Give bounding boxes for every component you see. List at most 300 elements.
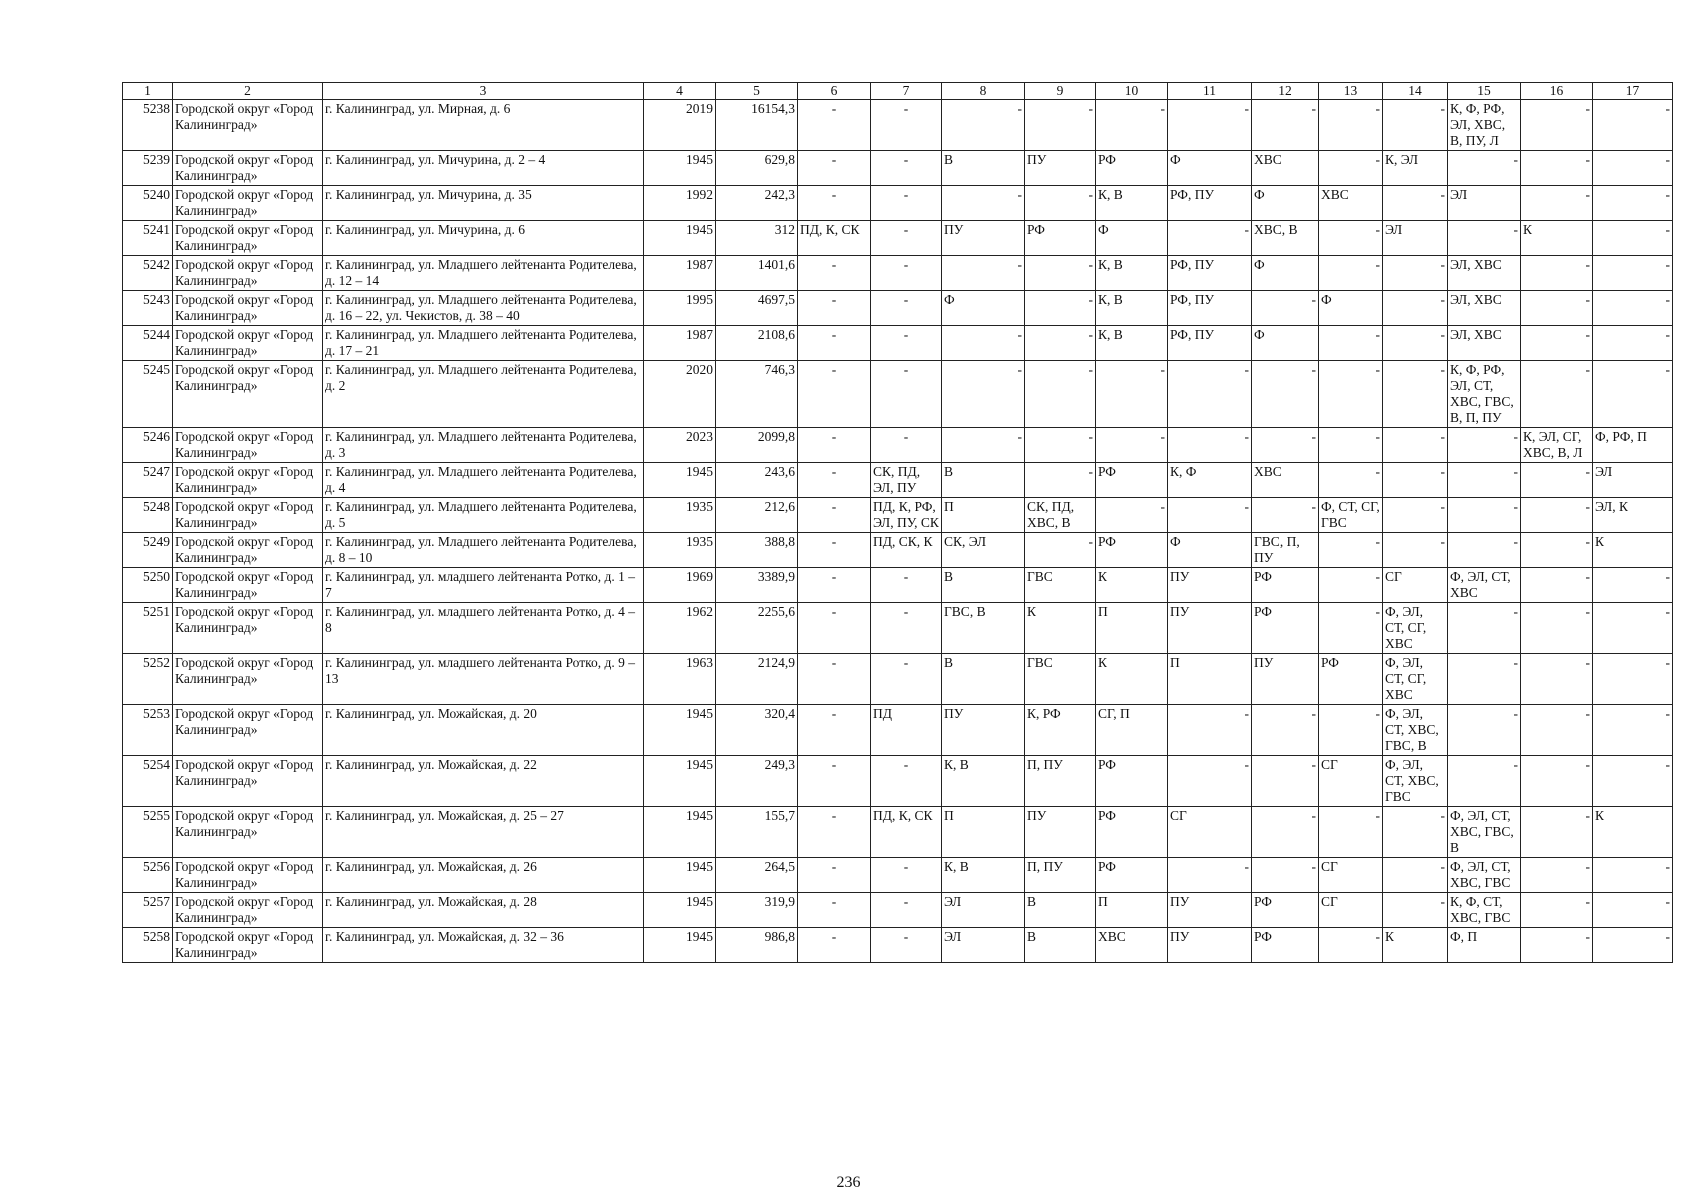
cell-col-5: 1401,6: [716, 256, 798, 291]
table-row: [123, 256, 1673, 291]
cell-col-2: Городской округ «Город Калининград»: [173, 756, 323, 807]
cell-col-4: 1935: [644, 498, 716, 533]
cell-col-1: 5245: [123, 361, 173, 428]
cell-col-13: -: [1319, 151, 1383, 186]
cell-col-3: г. Калининград, ул. Младшего лейтенанта Родителева, д. 17 – 21: [323, 326, 644, 361]
cell-col-17: -: [1593, 326, 1673, 361]
table-row: [123, 893, 1673, 928]
cell-col-1: 5258: [123, 928, 173, 963]
cell-col-10: П: [1096, 603, 1168, 654]
cell-col-15: -: [1448, 756, 1521, 807]
cell-col-4: 1945: [644, 221, 716, 256]
cell-col-10: К, В: [1096, 291, 1168, 326]
cell-col-7: -: [871, 654, 942, 705]
cell-col-9: -: [1025, 186, 1096, 221]
cell-col-6: -: [798, 705, 871, 756]
cell-col-7: ПД, К, РФ, ЭЛ, ПУ, СК: [871, 498, 942, 533]
cell-col-6: -: [798, 893, 871, 928]
cell-col-17: -: [1593, 151, 1673, 186]
cell-col-4: 1962: [644, 603, 716, 654]
cell-col-17: -: [1593, 291, 1673, 326]
cell-col-8: ПУ: [942, 221, 1025, 256]
cell-col-16: -: [1521, 807, 1593, 858]
cell-col-1: 5246: [123, 428, 173, 463]
cell-col-4: 1945: [644, 858, 716, 893]
table-row: [123, 151, 1673, 186]
cell-col-17: -: [1593, 568, 1673, 603]
cell-col-3: г. Калининград, ул. младшего лейтенанта Ротко, д. 9 – 13: [323, 654, 644, 705]
table-row: [123, 186, 1673, 221]
cell-col-9: -: [1025, 463, 1096, 498]
cell-col-2: Городской округ «Город Калининград»: [173, 858, 323, 893]
cell-col-14: -: [1383, 498, 1448, 533]
cell-col-10: К: [1096, 568, 1168, 603]
cell-col-8: В: [942, 463, 1025, 498]
cell-col-6: -: [798, 463, 871, 498]
cell-col-15: -: [1448, 603, 1521, 654]
column-header-14: 14: [1383, 83, 1448, 100]
cell-col-4: 1945: [644, 463, 716, 498]
cell-col-7: -: [871, 893, 942, 928]
cell-col-1: 5247: [123, 463, 173, 498]
cell-col-7: -: [871, 603, 942, 654]
cell-col-2: Городской округ «Город Калининград»: [173, 291, 323, 326]
cell-col-15: ЭЛ, ХВС: [1448, 291, 1521, 326]
cell-col-9: ГВС: [1025, 654, 1096, 705]
cell-col-13: СГ: [1319, 858, 1383, 893]
cell-col-16: -: [1521, 291, 1593, 326]
cell-col-6: -: [798, 603, 871, 654]
cell-col-16: -: [1521, 100, 1593, 151]
cell-col-12: ХВС: [1252, 151, 1319, 186]
table-row: [123, 603, 1673, 654]
cell-col-2: Городской округ «Город Калининград»: [173, 221, 323, 256]
cell-col-10: РФ: [1096, 151, 1168, 186]
cell-col-5: 629,8: [716, 151, 798, 186]
cell-col-14: -: [1383, 893, 1448, 928]
cell-col-1: 5249: [123, 533, 173, 568]
cell-col-13: СГ: [1319, 756, 1383, 807]
table-row: [123, 756, 1673, 807]
cell-col-1: 5256: [123, 858, 173, 893]
cell-col-13: Ф: [1319, 291, 1383, 326]
column-header-6: 6: [798, 83, 871, 100]
table-row: [123, 807, 1673, 858]
cell-col-9: ПУ: [1025, 151, 1096, 186]
cell-col-14: -: [1383, 291, 1448, 326]
cell-col-10: ХВС: [1096, 928, 1168, 963]
cell-col-5: 312: [716, 221, 798, 256]
cell-col-9: П, ПУ: [1025, 858, 1096, 893]
cell-col-8: -: [942, 361, 1025, 428]
cell-col-11: К, Ф: [1168, 463, 1252, 498]
cell-col-5: 2099,8: [716, 428, 798, 463]
column-header-15: 15: [1448, 83, 1521, 100]
cell-col-16: -: [1521, 463, 1593, 498]
cell-col-2: Городской округ «Город Калининград»: [173, 326, 323, 361]
cell-col-7: -: [871, 221, 942, 256]
cell-col-7: -: [871, 756, 942, 807]
cell-col-5: 320,4: [716, 705, 798, 756]
cell-col-6: -: [798, 498, 871, 533]
cell-col-10: РФ: [1096, 756, 1168, 807]
cell-col-9: -: [1025, 533, 1096, 568]
cell-col-12: -: [1252, 858, 1319, 893]
table-row: [123, 428, 1673, 463]
cell-col-17: ЭЛ: [1593, 463, 1673, 498]
cell-col-13: -: [1319, 568, 1383, 603]
cell-col-11: -: [1168, 858, 1252, 893]
cell-col-15: -: [1448, 498, 1521, 533]
cell-col-7: -: [871, 326, 942, 361]
table-row: [123, 654, 1673, 705]
cell-col-2: Городской округ «Город Калининград»: [173, 928, 323, 963]
cell-col-5: 242,3: [716, 186, 798, 221]
cell-col-14: ЭЛ: [1383, 221, 1448, 256]
cell-col-6: -: [798, 654, 871, 705]
cell-col-13: СГ: [1319, 893, 1383, 928]
cell-col-13: ХВС: [1319, 186, 1383, 221]
cell-col-10: К, В: [1096, 256, 1168, 291]
cell-col-10: -: [1096, 428, 1168, 463]
cell-col-14: К: [1383, 928, 1448, 963]
cell-col-8: -: [942, 256, 1025, 291]
cell-col-2: Городской округ «Город Калининград»: [173, 568, 323, 603]
cell-col-17: ЭЛ, К: [1593, 498, 1673, 533]
cell-col-10: Ф: [1096, 221, 1168, 256]
cell-col-8: СК, ЭЛ: [942, 533, 1025, 568]
cell-col-9: В: [1025, 893, 1096, 928]
column-header-7: 7: [871, 83, 942, 100]
cell-col-2: Городской округ «Город Калининград»: [173, 186, 323, 221]
cell-col-7: -: [871, 928, 942, 963]
cell-col-5: 16154,3: [716, 100, 798, 151]
column-header-9: 9: [1025, 83, 1096, 100]
cell-col-2: Городской округ «Город Калининград»: [173, 361, 323, 428]
cell-col-2: Городской округ «Город Калининград»: [173, 498, 323, 533]
cell-col-3: г. Калининград, ул. младшего лейтенанта Ротко, д. 4 – 8: [323, 603, 644, 654]
cell-col-7: -: [871, 361, 942, 428]
cell-col-3: г. Калининград, ул. Мичурина, д. 35: [323, 186, 644, 221]
cell-col-4: 1945: [644, 151, 716, 186]
cell-col-1: 5253: [123, 705, 173, 756]
cell-col-13: -: [1319, 326, 1383, 361]
cell-col-13: -: [1319, 221, 1383, 256]
cell-col-6: -: [798, 807, 871, 858]
cell-col-5: 2108,6: [716, 326, 798, 361]
cell-col-4: 1963: [644, 654, 716, 705]
cell-col-11: РФ, ПУ: [1168, 256, 1252, 291]
table-row: [123, 858, 1673, 893]
cell-col-16: -: [1521, 533, 1593, 568]
cell-col-10: К, В: [1096, 326, 1168, 361]
cell-col-8: В: [942, 654, 1025, 705]
cell-col-12: ПУ: [1252, 654, 1319, 705]
cell-col-14: -: [1383, 807, 1448, 858]
cell-col-11: РФ, ПУ: [1168, 326, 1252, 361]
cell-col-8: В: [942, 151, 1025, 186]
cell-col-12: РФ: [1252, 928, 1319, 963]
cell-col-1: 5250: [123, 568, 173, 603]
cell-col-7: ПД, К, СК: [871, 807, 942, 858]
cell-col-5: 319,9: [716, 893, 798, 928]
cell-col-7: -: [871, 568, 942, 603]
cell-col-3: г. Калининград, ул. Младшего лейтенанта Родителева, д. 12 – 14: [323, 256, 644, 291]
cell-col-3: г. Калининград, ул. Можайская, д. 20: [323, 705, 644, 756]
column-header-5: 5: [716, 83, 798, 100]
column-header-12: 12: [1252, 83, 1319, 100]
cell-col-16: -: [1521, 893, 1593, 928]
cell-col-15: К, Ф, РФ, ЭЛ, ХВС, В, ПУ, Л: [1448, 100, 1521, 151]
cell-col-13: -: [1319, 100, 1383, 151]
cell-col-12: Ф: [1252, 326, 1319, 361]
table-row: [123, 463, 1673, 498]
cell-col-17: -: [1593, 654, 1673, 705]
cell-col-15: -: [1448, 221, 1521, 256]
cell-col-15: -: [1448, 428, 1521, 463]
cell-col-5: 2255,6: [716, 603, 798, 654]
table-row: [123, 568, 1673, 603]
cell-col-16: -: [1521, 603, 1593, 654]
cell-col-11: ПУ: [1168, 603, 1252, 654]
cell-col-14: -: [1383, 428, 1448, 463]
cell-col-9: ПУ: [1025, 807, 1096, 858]
cell-col-3: г. Калининград, ул. Можайская, д. 26: [323, 858, 644, 893]
cell-col-15: Ф, П: [1448, 928, 1521, 963]
cell-col-2: Городской округ «Город Калининград»: [173, 100, 323, 151]
cell-col-1: 5257: [123, 893, 173, 928]
cell-col-11: ПУ: [1168, 568, 1252, 603]
cell-col-14: -: [1383, 100, 1448, 151]
cell-col-4: 1945: [644, 928, 716, 963]
cell-col-8: -: [942, 326, 1025, 361]
cell-col-3: г. Калининград, ул. Младшего лейтенанта Родителева, д. 16 – 22, ул. Чекистов, д. 38 – 40: [323, 291, 644, 326]
cell-col-9: -: [1025, 100, 1096, 151]
cell-col-2: Городской округ «Город Калининград»: [173, 428, 323, 463]
cell-col-5: 746,3: [716, 361, 798, 428]
cell-col-7: -: [871, 858, 942, 893]
cell-col-6: -: [798, 291, 871, 326]
cell-col-11: -: [1168, 756, 1252, 807]
cell-col-1: 5255: [123, 807, 173, 858]
cell-col-4: 1945: [644, 705, 716, 756]
cell-col-4: 1945: [644, 807, 716, 858]
cell-col-15: Ф, ЭЛ, СТ, ХВС, ГВС: [1448, 858, 1521, 893]
cell-col-14: Ф, ЭЛ, СТ, ХВС, ГВС: [1383, 756, 1448, 807]
cell-col-15: Ф, ЭЛ, СТ, ХВС: [1448, 568, 1521, 603]
cell-col-15: -: [1448, 463, 1521, 498]
cell-col-15: -: [1448, 654, 1521, 705]
cell-col-11: -: [1168, 100, 1252, 151]
cell-col-1: 5244: [123, 326, 173, 361]
column-header-8: 8: [942, 83, 1025, 100]
cell-col-13: Ф, СТ, СГ, ГВС: [1319, 498, 1383, 533]
column-header-16: 16: [1521, 83, 1593, 100]
cell-col-13: -: [1319, 463, 1383, 498]
cell-col-8: -: [942, 100, 1025, 151]
cell-col-6: -: [798, 568, 871, 603]
cell-col-12: -: [1252, 756, 1319, 807]
cell-col-15: -: [1448, 151, 1521, 186]
cell-col-13: -: [1319, 428, 1383, 463]
cell-col-16: К, ЭЛ, СГ, ХВС, В, Л: [1521, 428, 1593, 463]
cell-col-17: Ф, РФ, П: [1593, 428, 1673, 463]
cell-col-9: ГВС: [1025, 568, 1096, 603]
cell-col-2: Городской округ «Город Калининград»: [173, 654, 323, 705]
cell-col-4: 1992: [644, 186, 716, 221]
cell-col-17: -: [1593, 858, 1673, 893]
cell-col-9: РФ: [1025, 221, 1096, 256]
cell-col-1: 5239: [123, 151, 173, 186]
cell-col-3: г. Калининград, ул. Можайская, д. 32 – 36: [323, 928, 644, 963]
table-row: [123, 221, 1673, 256]
cell-col-1: 5252: [123, 654, 173, 705]
cell-col-16: -: [1521, 498, 1593, 533]
cell-col-17: -: [1593, 186, 1673, 221]
cell-col-13: -: [1319, 603, 1383, 654]
cell-col-15: ЭЛ: [1448, 186, 1521, 221]
cell-col-10: П: [1096, 893, 1168, 928]
cell-col-9: -: [1025, 326, 1096, 361]
cell-col-4: 2019: [644, 100, 716, 151]
cell-col-14: СГ: [1383, 568, 1448, 603]
cell-col-11: РФ, ПУ: [1168, 186, 1252, 221]
cell-col-7: -: [871, 151, 942, 186]
table-body: [123, 100, 1673, 963]
cell-col-16: -: [1521, 326, 1593, 361]
cell-col-1: 5242: [123, 256, 173, 291]
cell-col-3: г. Калининград, ул. Младшего лейтенанта Родителева, д. 3: [323, 428, 644, 463]
cell-col-2: Городской округ «Город Калининград»: [173, 151, 323, 186]
cell-col-5: 249,3: [716, 756, 798, 807]
cell-col-13: -: [1319, 361, 1383, 428]
cell-col-9: -: [1025, 428, 1096, 463]
cell-col-2: Городской округ «Город Калининград»: [173, 893, 323, 928]
cell-col-1: 5251: [123, 603, 173, 654]
table-row: [123, 705, 1673, 756]
buildings-register-table: [122, 82, 1673, 963]
cell-col-9: -: [1025, 361, 1096, 428]
cell-col-7: -: [871, 428, 942, 463]
cell-col-9: К, РФ: [1025, 705, 1096, 756]
cell-col-3: г. Калининград, ул. Младшего лейтенанта Родителева, д. 8 – 10: [323, 533, 644, 568]
cell-col-10: -: [1096, 100, 1168, 151]
cell-col-4: 1987: [644, 256, 716, 291]
cell-col-17: -: [1593, 756, 1673, 807]
cell-col-17: -: [1593, 705, 1673, 756]
cell-col-8: ПУ: [942, 705, 1025, 756]
cell-col-9: СК, ПД, ХВС, В: [1025, 498, 1096, 533]
cell-col-7: ПД, СК, К: [871, 533, 942, 568]
cell-col-14: -: [1383, 463, 1448, 498]
cell-col-13: -: [1319, 256, 1383, 291]
cell-col-6: -: [798, 533, 871, 568]
cell-col-7: -: [871, 100, 942, 151]
cell-col-8: Ф: [942, 291, 1025, 326]
cell-col-8: ЭЛ: [942, 893, 1025, 928]
cell-col-15: Ф, ЭЛ, СТ, ХВС, ГВС, В: [1448, 807, 1521, 858]
cell-col-16: -: [1521, 568, 1593, 603]
cell-col-6: -: [798, 186, 871, 221]
cell-col-2: Городской округ «Город Калининград»: [173, 533, 323, 568]
cell-col-12: -: [1252, 498, 1319, 533]
cell-col-16: -: [1521, 928, 1593, 963]
cell-col-6: -: [798, 326, 871, 361]
cell-col-6: -: [798, 100, 871, 151]
table-row: [123, 100, 1673, 151]
cell-col-4: 1995: [644, 291, 716, 326]
cell-col-11: Ф: [1168, 533, 1252, 568]
cell-col-4: 1945: [644, 893, 716, 928]
cell-col-17: К: [1593, 533, 1673, 568]
cell-col-5: 243,6: [716, 463, 798, 498]
cell-col-10: РФ: [1096, 807, 1168, 858]
cell-col-17: -: [1593, 361, 1673, 428]
cell-col-11: -: [1168, 705, 1252, 756]
cell-col-8: К, В: [942, 858, 1025, 893]
cell-col-8: -: [942, 186, 1025, 221]
cell-col-7: СК, ПД, ЭЛ, ПУ: [871, 463, 942, 498]
cell-col-3: г. Калининград, ул. Можайская, д. 22: [323, 756, 644, 807]
cell-col-12: РФ: [1252, 893, 1319, 928]
cell-col-13: -: [1319, 928, 1383, 963]
cell-col-12: -: [1252, 428, 1319, 463]
cell-col-15: ЭЛ, ХВС: [1448, 326, 1521, 361]
cell-col-14: -: [1383, 858, 1448, 893]
cell-col-8: ГВС, В: [942, 603, 1025, 654]
cell-col-15: -: [1448, 533, 1521, 568]
cell-col-15: К, Ф, СТ, ХВС, ГВС: [1448, 893, 1521, 928]
cell-col-16: -: [1521, 361, 1593, 428]
column-header-2: 2: [173, 83, 323, 100]
cell-col-12: -: [1252, 705, 1319, 756]
cell-col-16: -: [1521, 186, 1593, 221]
cell-col-4: 1935: [644, 533, 716, 568]
cell-col-10: РФ: [1096, 463, 1168, 498]
table-row: [123, 533, 1673, 568]
cell-col-14: Ф, ЭЛ, СТ, ХВС, ГВС, В: [1383, 705, 1448, 756]
cell-col-11: -: [1168, 221, 1252, 256]
cell-col-5: 212,6: [716, 498, 798, 533]
cell-col-16: К: [1521, 221, 1593, 256]
cell-col-11: РФ, ПУ: [1168, 291, 1252, 326]
cell-col-3: г. Калининград, ул. Младшего лейтенанта Родителева, д. 4: [323, 463, 644, 498]
cell-col-14: Ф, ЭЛ, СТ, СГ, ХВС: [1383, 654, 1448, 705]
cell-col-14: -: [1383, 361, 1448, 428]
cell-col-6: -: [798, 428, 871, 463]
cell-col-6: -: [798, 756, 871, 807]
cell-col-11: -: [1168, 498, 1252, 533]
cell-col-4: 2023: [644, 428, 716, 463]
cell-col-1: 5241: [123, 221, 173, 256]
cell-col-5: 264,5: [716, 858, 798, 893]
cell-col-5: 4697,5: [716, 291, 798, 326]
cell-col-5: 2124,9: [716, 654, 798, 705]
cell-col-9: -: [1025, 291, 1096, 326]
cell-col-17: -: [1593, 100, 1673, 151]
cell-col-14: -: [1383, 186, 1448, 221]
cell-col-5: 388,8: [716, 533, 798, 568]
cell-col-7: -: [871, 256, 942, 291]
cell-col-3: г. Калининград, ул. младшего лейтенанта Ротко, д. 1 – 7: [323, 568, 644, 603]
cell-col-12: ГВС, П, ПУ: [1252, 533, 1319, 568]
cell-col-12: -: [1252, 100, 1319, 151]
cell-col-12: Ф: [1252, 256, 1319, 291]
column-header-13: 13: [1319, 83, 1383, 100]
cell-col-2: Городской округ «Город Калининград»: [173, 463, 323, 498]
cell-col-1: 5238: [123, 100, 173, 151]
cell-col-8: П: [942, 498, 1025, 533]
